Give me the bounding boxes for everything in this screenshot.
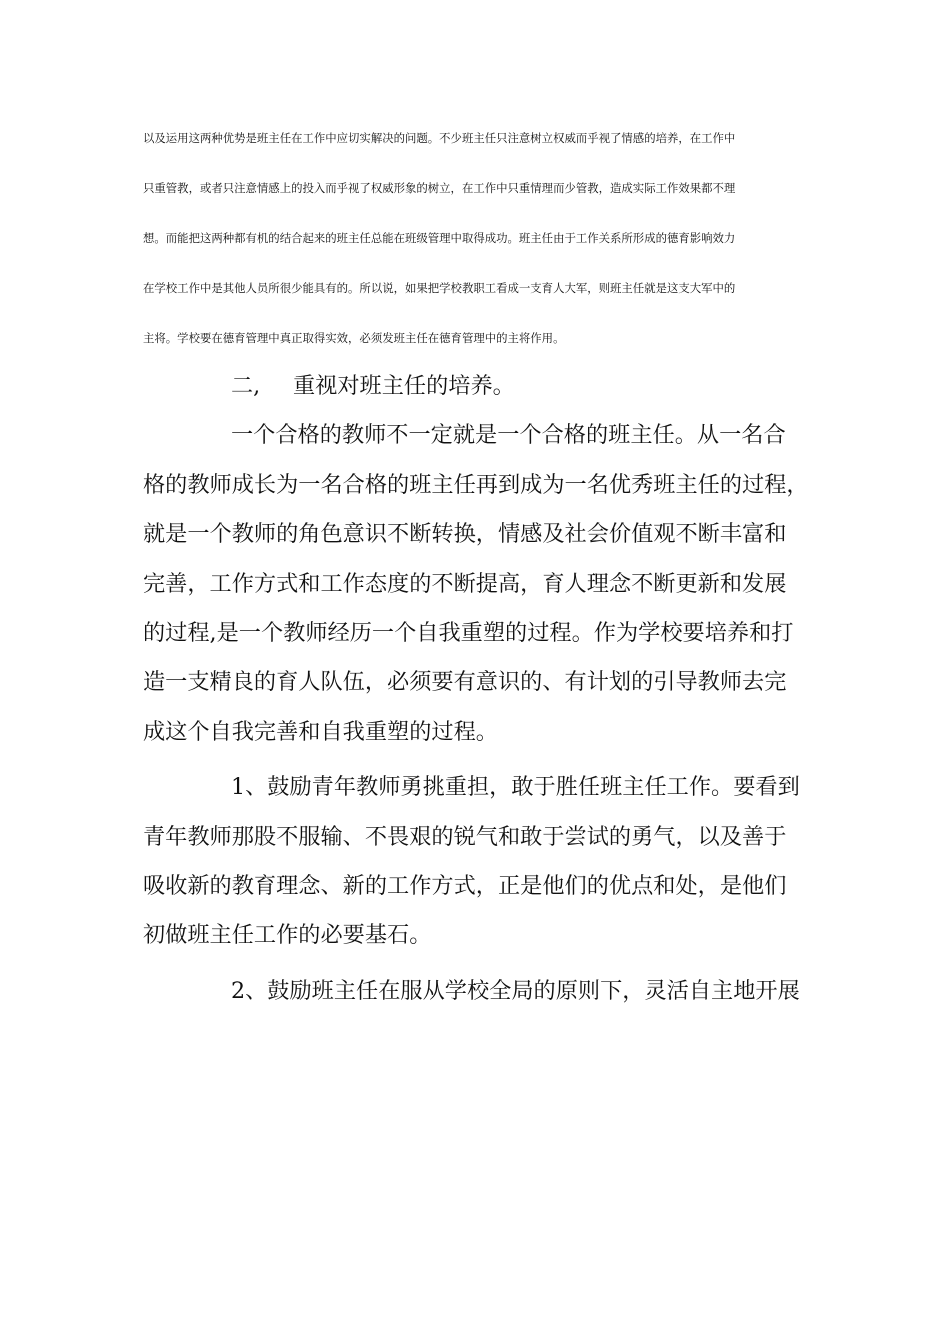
paragraph-line bbox=[143, 973, 823, 1022]
paragraph-line bbox=[143, 769, 823, 818]
paragraph-3 bbox=[143, 973, 823, 1022]
paragraph-1 bbox=[143, 417, 823, 763]
paragraph-line: 初做班主任工作的必要基石。 bbox=[143, 922, 432, 949]
section-heading bbox=[143, 368, 823, 417]
section-title: 重视对班主任的培养。 bbox=[293, 373, 515, 399]
paragraph-line: 造一支精良的育人队伍，必须要有意识的、有计划的引导教师去完 bbox=[143, 669, 787, 696]
paragraph-line: 就是一个教师的角色意识不断转换，情感及社会价值观不断丰富和 bbox=[143, 521, 787, 548]
paragraph-2 bbox=[143, 769, 823, 967]
intro-line: 以及运用这两种优势是班主任在工作中应切实解决的问题。不少班主任只注意树立权威而乎视了情感的培养，在工作中 bbox=[143, 131, 736, 145]
paragraph-line: 格的教师成长为一名合格的班主任再到成为一名优秀班主任的过程， bbox=[143, 471, 809, 498]
intro-line: 想。而能把这两种都有机的结合起来的班主任总能在班级管理中取得成功。班主任由于工作关系所形成的德育影响效力 bbox=[143, 231, 736, 245]
intro-paragraph bbox=[143, 126, 823, 376]
paragraph-line: 青年教师那股不服输、不畏艰的锐气和敢于尝试的勇气，以及善于 bbox=[143, 823, 787, 850]
paragraph-line: 吸收新的教育理念、新的工作方式，正是他们的优点和处，是他们 bbox=[143, 872, 787, 899]
intro-line: 主将。学校要在德育管理中真正取得实效，必须发班主任在德育管理中的主将作用。 bbox=[143, 331, 565, 345]
paragraph-line: 的过程,是一个教师经历一个自我重塑的过程。作为学校要培养和打 bbox=[143, 619, 794, 646]
paragraph-line: 完善，工作方式和工作态度的不断提高，育人理念不断更新和发展 bbox=[143, 570, 787, 597]
paragraph-line: 成这个自我完善和自我重塑的过程。 bbox=[143, 718, 498, 745]
paragraph-text: 一个合格的教师不一定就是一个合格的班主任。从一名合 bbox=[231, 422, 786, 449]
paragraph-line bbox=[143, 417, 823, 466]
paragraph-text: 2、鼓励班主任在服从学校全局的原则下，灵活自主地开展 bbox=[231, 977, 800, 1004]
main-body bbox=[143, 368, 823, 1022]
paragraph-text: 1、鼓励青年教师勇挑重担，敢于胜任班主任工作。要看到 bbox=[231, 774, 800, 801]
section-number: 二, bbox=[231, 373, 261, 399]
intro-line: 在学校工作中是其他人员所很少能具有的。所以说，如果把学校教职工看成一支育人大军，则班主任就是这支大军中的 bbox=[143, 281, 736, 295]
intro-line: 只重管教，或者只注意情感上的投入而乎视了权威形象的树立，在工作中只重情理而少管教，造成实际工作效果都不理 bbox=[143, 181, 736, 195]
